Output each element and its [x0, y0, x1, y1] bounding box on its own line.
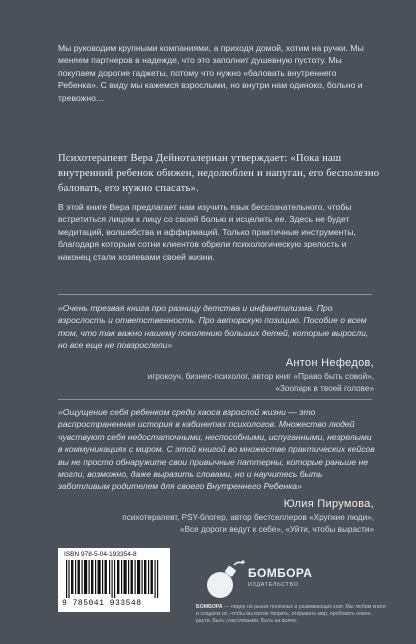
- intro-paragraph: Мы руководим крупными компаниями, а приходя домой, хотим на ручки. Мы меняем партнеров в надежде, что это заполнит душевную пустоту. Мы покупаем дорогие гаджеты, потому что нужно «баловать внутреннего Ребенка». С виду мы кажемся взрослыми, но внутри нам одиноко, больно и тревожно…: [58, 43, 364, 103]
- publisher-footer: [196, 604, 388, 625]
- review-author-2: Юлия Пирумова,: [283, 498, 374, 510]
- review-author-2-desc-line1: психотерапевт, PSY-блогер, автор бестселлеров «Хрупкие люди»,: [122, 513, 374, 522]
- bombora-logo-icon: [196, 557, 248, 601]
- review-author-2-desc-line2: «Все дороги ведут к себе», «Уйти, чтобы вырасти»: [180, 525, 374, 534]
- publisher-footer-brand: БОМБОРА: [196, 604, 223, 610]
- review-author-1: Антон Нефедов,: [285, 357, 374, 369]
- divider-middle: [58, 399, 372, 400]
- publisher-footer-text: — лидер на рынке полезных и развивающих книг. Мы любим книги и создаем их, чтобы вы могли творить, открывать мир, пробовать новое, расти. Быть счастливыми. Быть на волне.: [196, 604, 386, 624]
- barcode-number: 9 785041 933548: [62, 599, 142, 608]
- description-paragraph: В этой книге Вера предлагает нам изучить язык бессознательного, чтобы встретиться лицом к лицу со своей болью и исцелить ее. Здесь не будет медитаций, волшебства и аффирмаций. Только практичные инструменты, благодаря которым сотни клиентов обрели психологическую зрелость и наконец стали хозяевами своей жизни.: [58, 202, 356, 262]
- review-author-1-desc-line1: игрокоуч, бизнес-психолог, автор книг «Право быть совой»,: [147, 372, 374, 381]
- review-author-1-desc-line2: «Зоопарк в твоей голове»: [275, 384, 374, 393]
- review-text-1: «Очень трезвая книга про разницу детства и инфантилизма. Про взрослость и ответственность. Про авторскую позицию. Пособие о всем том, что так важно нашему поколению больших детей, которые выросли, но все еще не повзрослели»: [58, 303, 369, 351]
- review-text-2: «Ощущение себя ребенком среди хаоса взрослой жизни — это распространенная история в кабинетах психологов. Множество людей чувствуют себя недостаточными, неспособными, испуганными, незрелыми в коммуникациях с миром. С этой книгой во множестве практических кейсов вы не просто обнаружите свои привычные паттерны, которые раньше не могли, возможно, даже выразить словами, но и научитесь быть заботливым родителем для своего Внутреннего Ребенка»: [58, 407, 375, 492]
- isbn-label: ISBN 978-5-04-193354-8: [64, 551, 137, 558]
- publisher-name: БОМБОРА: [248, 566, 313, 580]
- barcode: [58, 548, 170, 612]
- publisher-subtitle: ИЗДАТЕЛЬСТВО: [248, 582, 299, 588]
- divider-top: [58, 294, 372, 295]
- barcode-bars: [64, 560, 164, 598]
- headline-quote: Психотерапевт Вера Дейноталериан утверждает: «Пока наш внутренний ребенок обижен, недолюблен и напуган, его бесполезно баловать, его нужно спасать».: [58, 153, 380, 194]
